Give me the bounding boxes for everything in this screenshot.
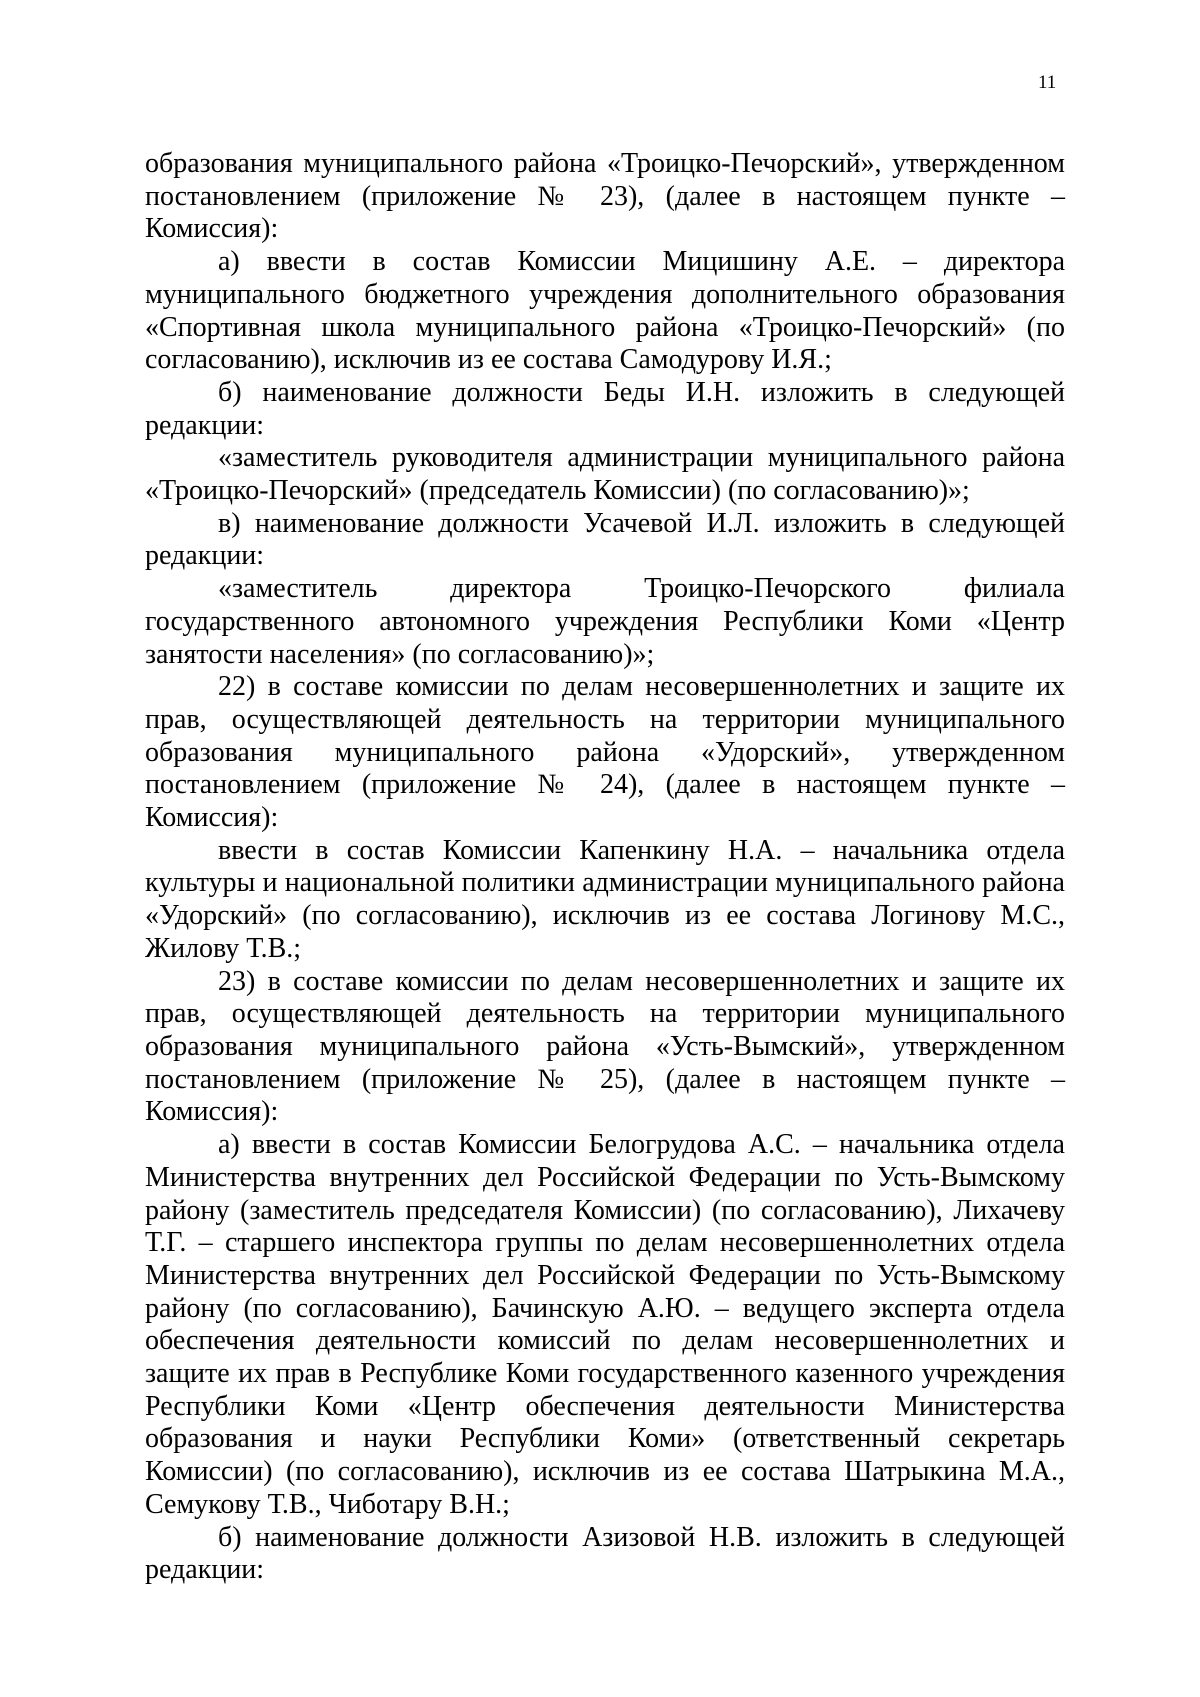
paragraph-22-udorsky: 22) в составе комиссии по делам несовершеннолетних и защите их прав, осуществляющей деятельность на территории муниципального образования муниципального района «Удорский», утвержденном постановлением (приложение № 24), (далее в настоящем пункте – Комиссия): [145, 671, 1065, 834]
paragraph-23-ust-vymsky: 23) в составе комиссии по делам несовершеннолетних и защите их прав, осуществляющей деятельность на территории муниципального образования муниципального района «Усть-Вымский», утвержденном постановлением (приложение № 25), (далее в настоящем пункте – Комиссия): [145, 965, 1065, 1128]
paragraph-item-v-usacheva: в) наименование должности Усачевой И.Л. изложить в следующей редакции: [145, 507, 1065, 572]
paragraph-quote-deputy-head: «заместитель руководителя администрации муниципального района «Троицко-Печорский» (председатель Комиссии) (по согласованию)»; [145, 442, 1065, 507]
document-body [145, 148, 1065, 1587]
page-number: 11 [1038, 72, 1057, 93]
paragraph-item-a-ust-vymsky: а) ввести в состав Комиссии Белогрудова А.С. – начальника отдела Министерства внутренних дел Российской Федерации по Усть-Вымскому району (заместитель председателя Комиссии) (по согласованию), Лихачеву Т.Г. – старшего инспектора группы по делам несовершеннолетних отдела Министерства внутренних дел Российской Федерации по Усть-Вымскому району (по согласованию), Бачинскую А.Ю. – ведущего эксперта отдела обеспечения деятельности комиссий по делам несовершеннолетних и защите их прав в Республике Коми государственного казенного учреждения Республики Коми «Центр обеспечения деятельности Министерства образования и науки Республики Коми» (ответственный секретарь Комиссии) (по согласованию), исключив из ее состава Шатрыкина М.А., Семукову Т.В., Чиботару В.Н.; [145, 1129, 1065, 1520]
paragraph-quote-deputy-director: «заместитель директора Троицко-Печорского филиала государственного автономного учреждения Республики Коми «Центр занятости населения» (по согласованию)»; [145, 573, 1065, 670]
paragraph-item-a-sport-school: а) ввести в состав Комиссии Мицишину А.Е. – директора муниципального бюджетного учреждения дополнительного образования «Спортивная школа муниципального района «Троицко-Печорский» (по согласованию), исключив из ее состава Самодурову И.Я.; [145, 246, 1065, 376]
paragraph-continuation: образования муниципального района «Троицко-Печорский», утвержденном постановлением (приложение № 23), (далее в настоящем пункте – Комиссия): [145, 148, 1065, 245]
paragraph-udorsky-composition: ввести в состав Комиссии Капенкину Н.А. – начальника отдела культуры и национальной политики администрации муниципального района «Удорский» (по согласованию), исключив из ее состава Логинову М.С., Жилову Т.В.; [145, 834, 1065, 964]
paragraph-item-b-beda: б) наименование должности Беды И.Н. изложить в следующей редакции: [145, 376, 1065, 441]
paragraph-item-b-azizova: б) наименование должности Азизовой Н.В. изложить в следующей редакции: [145, 1521, 1065, 1586]
